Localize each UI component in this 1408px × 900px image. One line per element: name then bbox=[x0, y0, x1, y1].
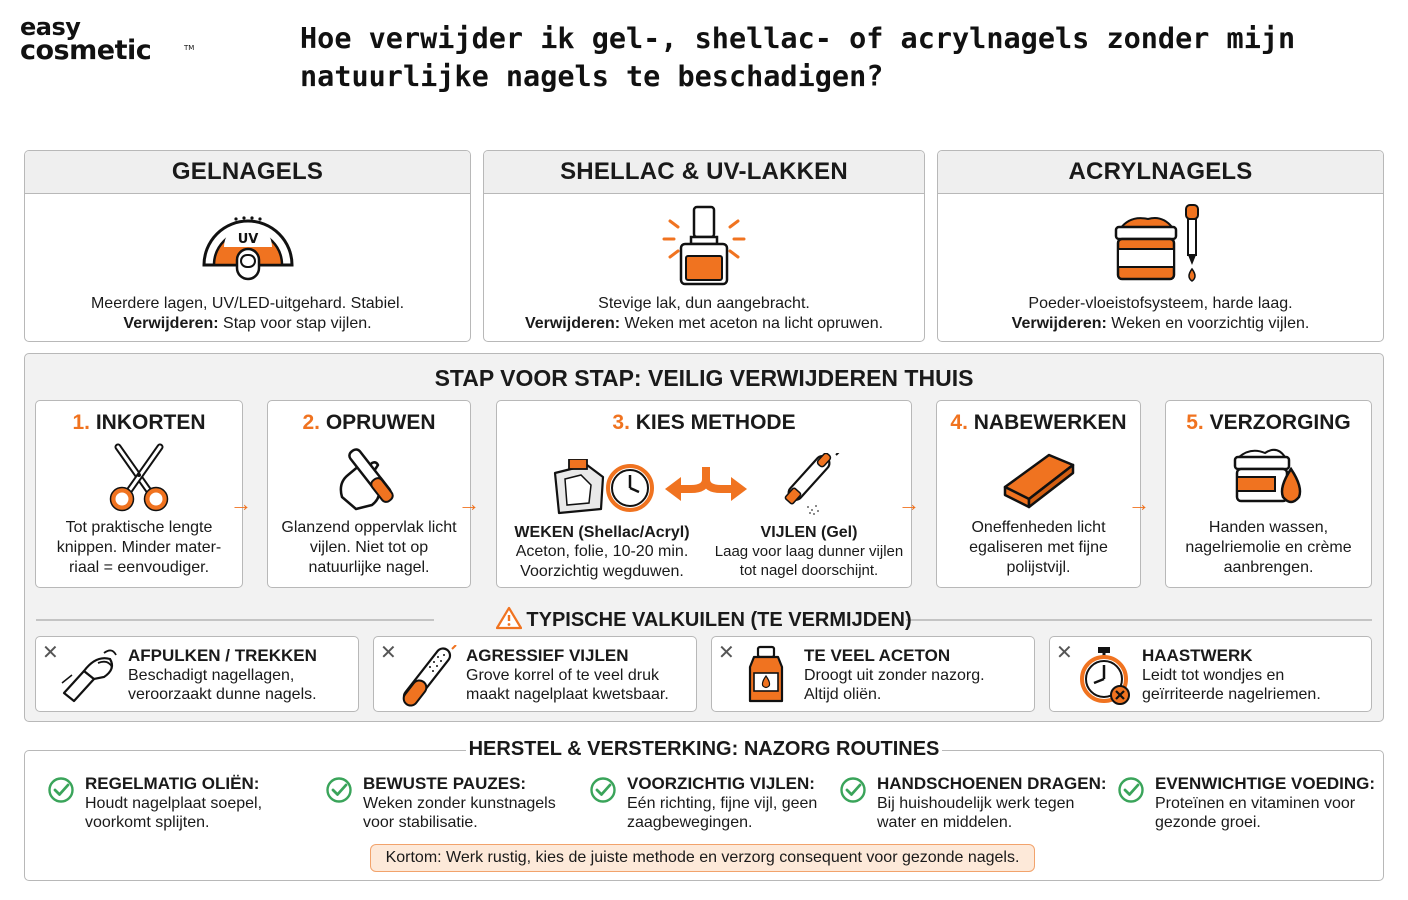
step-arrow-icon: → bbox=[898, 491, 920, 516]
close-icon: ✕ bbox=[1056, 642, 1073, 664]
care-line-1: Eén richting, fijne vijl, geen bbox=[627, 795, 818, 812]
step-arrow-icon: → bbox=[458, 491, 480, 516]
type-card-title: GELNAGELS bbox=[25, 151, 470, 194]
care-title: HERSTEL & VERSTERKING: NAZORG ROUTINES bbox=[466, 738, 942, 764]
type-card-title: SHELLAC & UV-LAKKEN bbox=[484, 151, 924, 194]
type-card-description bbox=[25, 294, 470, 334]
pitfall-text bbox=[1142, 666, 1321, 704]
care-line-2: zaagbewegingen. bbox=[627, 814, 753, 831]
summary-banner: Kortom: Werk rustig, kies de juiste methode en verzorg consequent voor gezonde nagels. bbox=[370, 844, 1035, 872]
step-label: INKORTEN bbox=[95, 411, 206, 434]
split-arrow-icon bbox=[663, 465, 749, 510]
remove-label: Verwijderen: bbox=[1011, 315, 1107, 332]
close-icon: ✕ bbox=[380, 642, 397, 664]
step-text: Oneffenheden licht egaliseren met fijne polijstvijl. bbox=[969, 519, 1108, 576]
care-line-1: Houdt nagelplaat soepel, bbox=[85, 795, 263, 812]
foil-clock-icon bbox=[551, 459, 655, 522]
check-circle-icon bbox=[47, 776, 75, 809]
step-number: 3. bbox=[612, 411, 630, 434]
buffer-block-icon bbox=[999, 443, 1079, 518]
pitfall-text bbox=[804, 666, 985, 704]
step-title bbox=[268, 411, 470, 435]
step-number: 4. bbox=[950, 411, 968, 434]
steps-title: STAP VOOR STAP: VEILIG VERWIJDEREN THUIS bbox=[434, 365, 974, 391]
pitfall-line-1: Beschadigt nagellagen, bbox=[128, 667, 295, 684]
pitfall-line-1: Droogt uit zonder nazorg. bbox=[804, 667, 985, 684]
type-card-description bbox=[484, 294, 924, 334]
pitfall-line-2: veroorzaakt dunne nagels. bbox=[128, 686, 317, 703]
care-line-1: Weken zonder kunstnagels bbox=[363, 795, 556, 812]
pitfalls-title bbox=[36, 606, 1372, 636]
coarse-file-icon bbox=[398, 645, 458, 714]
care-title-text: EVENWICHTIGE VOEDING: bbox=[1155, 774, 1376, 793]
method-file bbox=[703, 524, 915, 580]
step-arrow-icon: → bbox=[230, 491, 252, 516]
logo-line-1: easy bbox=[20, 13, 81, 41]
type-remove-line bbox=[25, 314, 470, 334]
step-title bbox=[1166, 411, 1371, 435]
pitfall-line-1: Leidt tot wondjes en bbox=[1142, 667, 1285, 684]
care-line-1: Proteïnen en vitaminen voor bbox=[1155, 795, 1356, 812]
pitfall-title: AGRESSIEF VIJLEN bbox=[466, 646, 629, 665]
pitfall-card-2 bbox=[373, 636, 697, 712]
care-text bbox=[627, 794, 817, 832]
remove-text: Weken en voorzichtig vijlen. bbox=[1111, 315, 1310, 332]
uv-label: UV bbox=[237, 232, 258, 247]
type-card-description bbox=[938, 294, 1383, 334]
care-text bbox=[1155, 794, 1355, 832]
step-card-3 bbox=[496, 400, 912, 588]
step-number: 1. bbox=[72, 411, 90, 434]
remove-text: Stap voor stap vijlen. bbox=[223, 315, 372, 332]
cream-drop-icon bbox=[1229, 443, 1309, 518]
type-remove-line bbox=[938, 314, 1383, 334]
pitfall-title: HAASTWERK bbox=[1142, 646, 1253, 665]
care-text bbox=[877, 794, 1074, 832]
pitfall-title: TE VEEL ACETON bbox=[804, 646, 951, 665]
type-card-shellac bbox=[483, 150, 925, 342]
method-text-1: Laag voor laag dunner vijlen bbox=[714, 543, 904, 560]
acetone-bottle-icon bbox=[736, 645, 796, 710]
care-text bbox=[363, 794, 556, 832]
pitfall-line-1: Grove korrel of te veel druk bbox=[466, 667, 659, 684]
remove-label: Verwijderen: bbox=[524, 315, 621, 332]
pitfalls-title-text: TYPISCHE VALKUILEN (TE VERMIJDEN) bbox=[526, 609, 912, 631]
method-title: VIJLEN (Gel) bbox=[760, 524, 858, 541]
step-label: OPRUWEN bbox=[325, 411, 436, 434]
step-number: 2. bbox=[302, 411, 320, 434]
close-icon: ✕ bbox=[718, 642, 735, 664]
type-card-title: ACRYLNAGELS bbox=[938, 151, 1383, 194]
pitfall-line-2: maakt nagelplaat kwetsbaar. bbox=[466, 686, 669, 703]
pitfall-card-4 bbox=[1049, 636, 1372, 712]
care-line-1: Bij huishoudelijk werk tegen bbox=[877, 795, 1075, 812]
check-circle-icon bbox=[325, 776, 353, 809]
step-text: Tot praktische lengte knippen. Minder mater-riaal = eenvoudiger. bbox=[56, 519, 222, 576]
pitfall-card-3 bbox=[711, 636, 1035, 712]
warning-icon bbox=[496, 606, 522, 636]
step-title bbox=[937, 411, 1140, 435]
step-card-5 bbox=[1165, 400, 1372, 588]
logo-trademark: TM bbox=[184, 44, 195, 52]
page-title: Hoe verwijder ik gel-, shellac- of acrylnagels zonder mijn natuurlijke nagels te beschadigen? bbox=[300, 22, 1296, 93]
step-card-4 bbox=[936, 400, 1141, 588]
pitfall-line-2: geïrriteerde nagelriemen. bbox=[1142, 686, 1321, 703]
care-title-text: VOORZICHTIG VIJLEN: bbox=[627, 774, 815, 793]
care-line-2: gezonde groei. bbox=[1155, 814, 1261, 831]
step-label: VERZORGING bbox=[1209, 411, 1351, 434]
step-label: NABEWERKEN bbox=[973, 411, 1127, 434]
pitfall-text bbox=[128, 666, 317, 704]
check-circle-icon bbox=[1117, 776, 1145, 809]
pitfall-card-1 bbox=[35, 636, 359, 712]
type-card-acryl bbox=[937, 150, 1384, 342]
scissors-icon bbox=[104, 443, 174, 518]
pitfalls-header bbox=[36, 604, 1372, 634]
step-number: 5. bbox=[1186, 411, 1204, 434]
type-card-gel bbox=[24, 150, 471, 342]
care-title-text: HANDSCHOENEN DRAGEN: bbox=[877, 774, 1107, 793]
pitfall-line-2: Altijd oliën. bbox=[804, 686, 882, 703]
close-icon: ✕ bbox=[42, 642, 59, 664]
hand-file-icon bbox=[334, 443, 404, 518]
care-title-text: REGELMATIG OLIËN: bbox=[85, 774, 260, 793]
method-text-2: tot nagel doorschijnt. bbox=[739, 562, 879, 579]
type-desc-line: Poeder-vloeistofsysteem, harde laag. bbox=[1028, 295, 1293, 312]
care-line-2: water en middelen. bbox=[877, 814, 1013, 831]
peeling-nail-icon bbox=[60, 645, 120, 710]
method-title: WEKEN (Shellac/Acryl) bbox=[514, 524, 690, 541]
care-title-text: BEWUSTE PAUZES: bbox=[363, 774, 527, 793]
step-card-2 bbox=[267, 400, 471, 588]
method-text-1: Aceton, folie, 10-20 min. bbox=[515, 543, 689, 560]
step-title bbox=[36, 411, 242, 435]
type-desc-line: Meerdere lagen, UV/LED-uitgehard. Stabiel. bbox=[90, 295, 405, 312]
care-line-2: voor stabilisatie. bbox=[363, 814, 478, 831]
step-arrow-icon: → bbox=[1128, 491, 1150, 516]
method-soak bbox=[501, 524, 703, 582]
remove-label: Verwijderen: bbox=[123, 315, 219, 332]
brand-logo bbox=[20, 13, 195, 68]
polish-bottle-icon bbox=[654, 203, 754, 292]
stopwatch-x-icon bbox=[1074, 645, 1138, 714]
care-line-2: voorkomt splijten. bbox=[85, 814, 210, 831]
e-file-icon bbox=[780, 453, 844, 522]
step-label: KIES METHODE bbox=[635, 411, 796, 434]
uv-lamp-icon bbox=[198, 201, 298, 286]
powder-jar-dropper-icon bbox=[1106, 203, 1216, 294]
step-text: Glanzend oppervlak licht vijlen. Niet tot op natuurlijke nagel. bbox=[281, 519, 457, 576]
step-card-1 bbox=[35, 400, 243, 588]
check-circle-icon bbox=[839, 776, 867, 809]
type-desc-line: Stevige lak, dun aangebracht. bbox=[598, 295, 810, 312]
logo-line-2: cosmetic bbox=[20, 35, 152, 66]
method-text-2: Voorzichtig wegduwen. bbox=[520, 563, 684, 580]
step-text: Handen wassen, nagelriemolie en crème aanbrengen. bbox=[1185, 519, 1352, 576]
type-remove-line bbox=[484, 314, 924, 334]
check-circle-icon bbox=[589, 776, 617, 809]
step-title bbox=[497, 411, 911, 435]
care-text bbox=[85, 794, 262, 832]
pitfall-title: AFPULKEN / TREKKEN bbox=[128, 646, 317, 665]
remove-text: Weken met aceton na licht opruwen. bbox=[624, 315, 884, 332]
pitfall-text bbox=[466, 666, 669, 704]
